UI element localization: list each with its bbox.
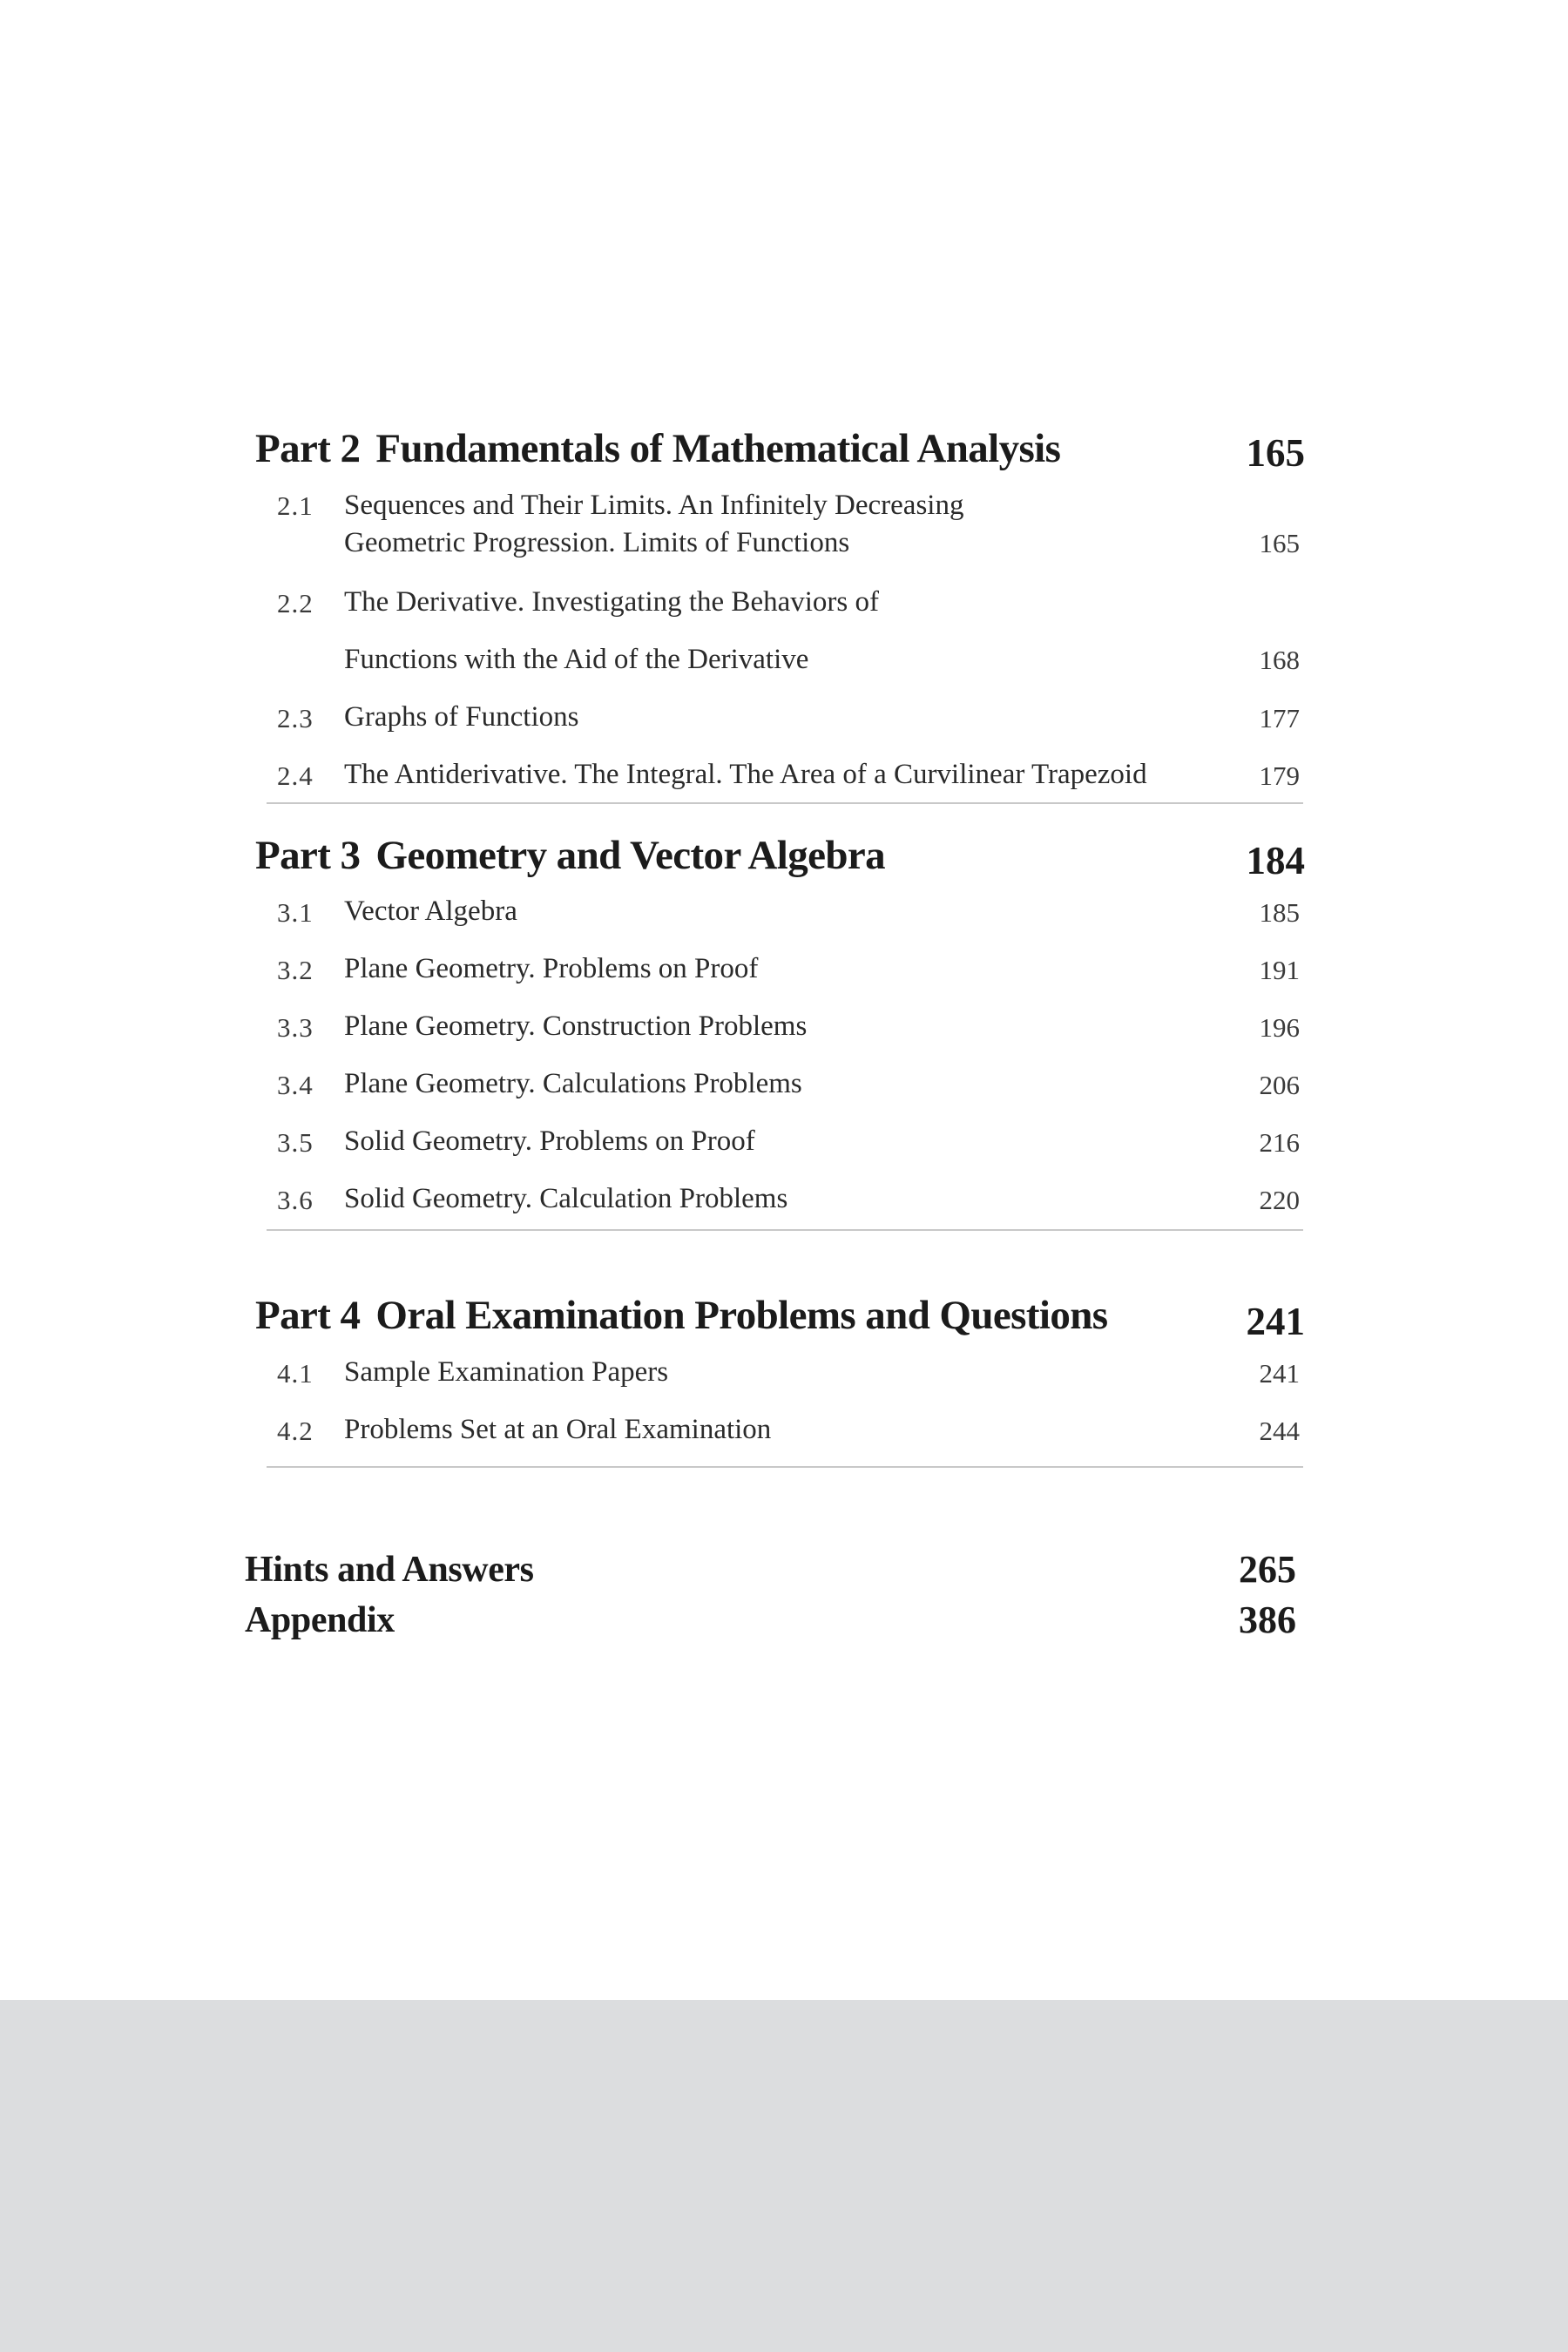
section-3-1-title: Vector Algebra bbox=[344, 896, 517, 927]
section-2-3-number: 2.3 bbox=[277, 703, 314, 733]
part-4-heading bbox=[255, 1292, 1108, 1339]
appendix-page: 386 bbox=[1239, 1598, 1296, 1641]
part-3-divider bbox=[267, 1229, 1303, 1231]
section-2-2-title-line1: The Derivative. Investigating the Behaviors of bbox=[344, 586, 879, 618]
section-2-1-title-line1: Sequences and Their Limits. An Infinitely Decreasing bbox=[344, 490, 964, 521]
section-2-1-title-line2: Geometric Progression. Limits of Functions bbox=[344, 527, 850, 558]
section-4-1-title: Sample Examination Papers bbox=[344, 1356, 669, 1388]
section-3-4-title: Plane Geometry. Calculations Problems bbox=[344, 1068, 802, 1099]
page-bottom-band bbox=[0, 2000, 1568, 2352]
section-3-6-page: 220 bbox=[1259, 1185, 1300, 1215]
part-2-label: Part 2 bbox=[255, 426, 361, 471]
section-3-5-title: Solid Geometry. Problems on Proof bbox=[344, 1125, 755, 1157]
hints-and-answers-page: 265 bbox=[1239, 1548, 1296, 1591]
section-3-2-number: 3.2 bbox=[277, 955, 314, 985]
section-4-1-number: 4.1 bbox=[277, 1358, 314, 1389]
part-2-heading bbox=[255, 425, 1060, 472]
section-2-4-title: The Antiderivative. The Integral. The Area of a Curvilinear Trapezoid bbox=[344, 759, 1147, 790]
section-2-4-page: 179 bbox=[1259, 760, 1300, 791]
section-3-4-page: 206 bbox=[1259, 1070, 1300, 1100]
part-3-label: Part 3 bbox=[255, 833, 361, 878]
part-4-title: Oral Examination Problems and Questions bbox=[375, 1293, 1108, 1338]
section-2-2-title-line2: Functions with the Aid of the Derivative bbox=[344, 644, 809, 675]
section-2-1-page: 165 bbox=[1259, 528, 1300, 558]
section-2-4-number: 2.4 bbox=[277, 760, 314, 791]
part-3-heading bbox=[255, 832, 885, 879]
section-4-2-title: Problems Set at an Oral Examination bbox=[344, 1414, 772, 1445]
part-4-page-number: 241 bbox=[1246, 1300, 1305, 1343]
hints-and-answers-title: Hints and Answers bbox=[245, 1550, 534, 1590]
part-2-divider bbox=[267, 802, 1303, 804]
part-2-title: Fundamentals of Mathematical Analysis bbox=[375, 426, 1061, 471]
section-3-5-number: 3.5 bbox=[277, 1127, 314, 1158]
section-2-1-number: 2.1 bbox=[277, 490, 314, 521]
section-4-1-page: 241 bbox=[1259, 1358, 1300, 1389]
section-3-5-page: 216 bbox=[1259, 1127, 1300, 1158]
section-3-3-number: 3.3 bbox=[277, 1012, 314, 1043]
section-3-1-number: 3.1 bbox=[277, 897, 314, 928]
section-3-3-title: Plane Geometry. Construction Problems bbox=[344, 1010, 808, 1042]
part-4-divider bbox=[267, 1466, 1303, 1468]
section-3-3-page: 196 bbox=[1259, 1012, 1300, 1043]
section-3-6-number: 3.6 bbox=[277, 1185, 314, 1215]
section-3-6-title: Solid Geometry. Calculation Problems bbox=[344, 1183, 788, 1214]
part-3-page-number: 184 bbox=[1246, 839, 1305, 882]
section-2-2-page: 168 bbox=[1259, 645, 1300, 675]
part-4-label: Part 4 bbox=[255, 1293, 361, 1338]
section-2-3-title: Graphs of Functions bbox=[344, 701, 579, 733]
section-3-2-page: 191 bbox=[1259, 955, 1300, 985]
section-3-1-page: 185 bbox=[1259, 897, 1300, 928]
section-3-4-number: 3.4 bbox=[277, 1070, 314, 1100]
section-3-2-title: Plane Geometry. Problems on Proof bbox=[344, 953, 759, 984]
section-4-2-page: 244 bbox=[1259, 1416, 1300, 1446]
section-2-2-number: 2.2 bbox=[277, 588, 314, 618]
section-4-2-number: 4.2 bbox=[277, 1416, 314, 1446]
part-3-title: Geometry and Vector Algebra bbox=[375, 833, 886, 878]
appendix-title: Appendix bbox=[245, 1600, 395, 1640]
section-2-3-page: 177 bbox=[1259, 703, 1300, 733]
part-2-page-number: 165 bbox=[1246, 431, 1305, 475]
